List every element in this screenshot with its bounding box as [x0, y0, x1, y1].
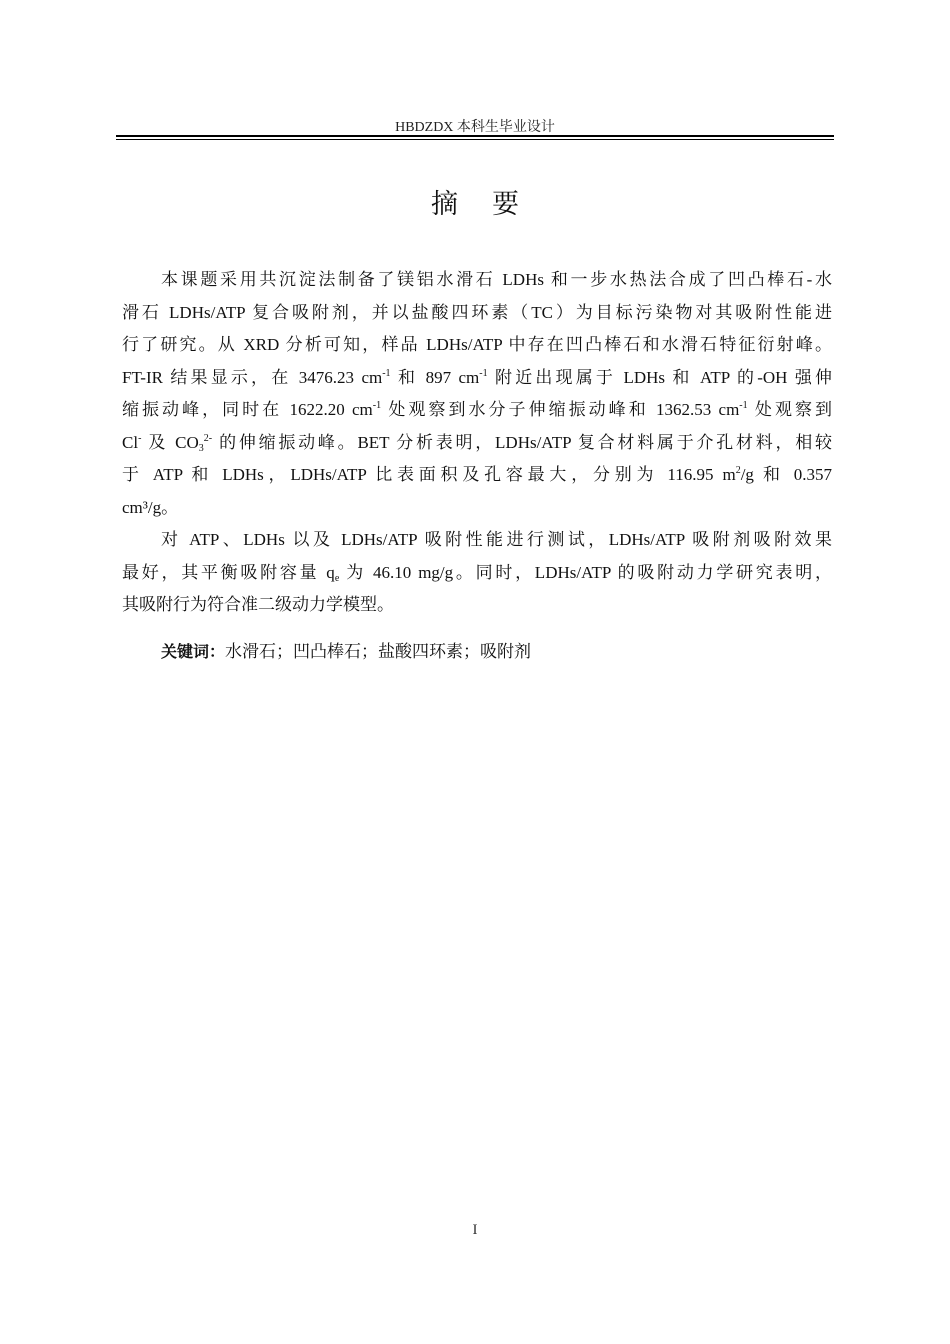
keywords-line — [122, 636, 832, 669]
abstract-paragraph-1 — [122, 264, 832, 524]
header-rule-thin — [116, 139, 834, 140]
text-span: 及 CO — [141, 432, 199, 452]
p1-line-1: 本课题采用共沉淀法制备了镁铝水滑石 LDHs 和一步水热法合成了凹凸棒石-水 — [161, 270, 832, 289]
p1-line-4 — [122, 362, 832, 395]
text-span: 附近出现属于 LDHs 和 ATP 的-OH 强伸 — [487, 367, 832, 387]
superscript: -1 — [372, 400, 382, 411]
title-char-1: 摘 — [431, 189, 458, 219]
text-span: 的伸缩振动峰。BET 分析表明，LDHs/ATP 复合材料属于介孔材料，相较 — [212, 432, 832, 452]
subscript: 3 — [198, 442, 204, 454]
keywords-text: 水滑石；凹凸棒石；盐酸四环素；吸附剂 — [225, 642, 532, 661]
keywords — [122, 636, 832, 669]
text-span: 最好，其平衡吸附容量 q — [122, 562, 335, 582]
text-span: /g 和 0.357 — [740, 465, 833, 484]
superscript: 2 — [735, 465, 741, 476]
keywords-label: 关键词： — [161, 642, 226, 661]
text-span: FT-IR 结果显示，在 3476.23 cm — [122, 367, 383, 387]
abstract-paragraph-2 — [122, 524, 832, 622]
p1-line-7 — [122, 459, 832, 492]
page-header: HBDZDX 本科生毕业设计 — [395, 120, 555, 135]
superscript: - — [138, 432, 142, 444]
superscript: 2- — [203, 432, 213, 444]
text-span: 处观察到 — [747, 400, 832, 419]
p2-line-3: 其吸附行为符合准二级动力学模型。 — [122, 595, 394, 614]
superscript: -1 — [382, 367, 391, 379]
header-rule-thick — [116, 135, 834, 137]
text-span: 于 ATP 和 LDHs，LDHs/ATP 比表面积及孔容最大，分别为 116.95 m — [122, 465, 736, 484]
superscript: -1 — [739, 400, 748, 411]
p1-line-5 — [122, 394, 832, 427]
p2-line-2 — [122, 557, 832, 590]
superscript: -1 — [479, 367, 488, 379]
subscript: e — [334, 572, 340, 584]
page-number: I — [472, 1222, 478, 1238]
abstract-title — [116, 182, 834, 221]
text-span: Cl — [122, 432, 139, 452]
text-span: 处观察到水分子伸缩振动峰和 1362.53 cm — [381, 400, 740, 419]
text-span: 缩振动峰，同时在 1622.20 cm — [122, 400, 373, 419]
p1-line-3: 行了研究。从 XRD 分析可知，样品 LDHs/ATP 中存在凹凸棒石和水滑石特征衍射峰。 — [122, 335, 832, 354]
p1-line-8: cm³/g。 — [122, 497, 179, 517]
text-span: 为 46.10 mg/g。同时，LDHs/ATP 的吸附动力学研究表明， — [339, 562, 832, 582]
p1-line-2: 滑石 LDHs/ATP 复合吸附剂，并以盐酸四环素（TC）为目标污染物对其吸附性能进 — [122, 302, 832, 322]
p1-line-6 — [122, 427, 832, 460]
title-char-2: 要 — [492, 189, 519, 219]
text-span: 和 897 cm — [390, 367, 480, 387]
p2-line-1: 对 ATP、LDHs 以及 LDHs/ATP 吸附性能进行测试，LDHs/ATP 吸附剂吸附效果 — [161, 530, 832, 549]
